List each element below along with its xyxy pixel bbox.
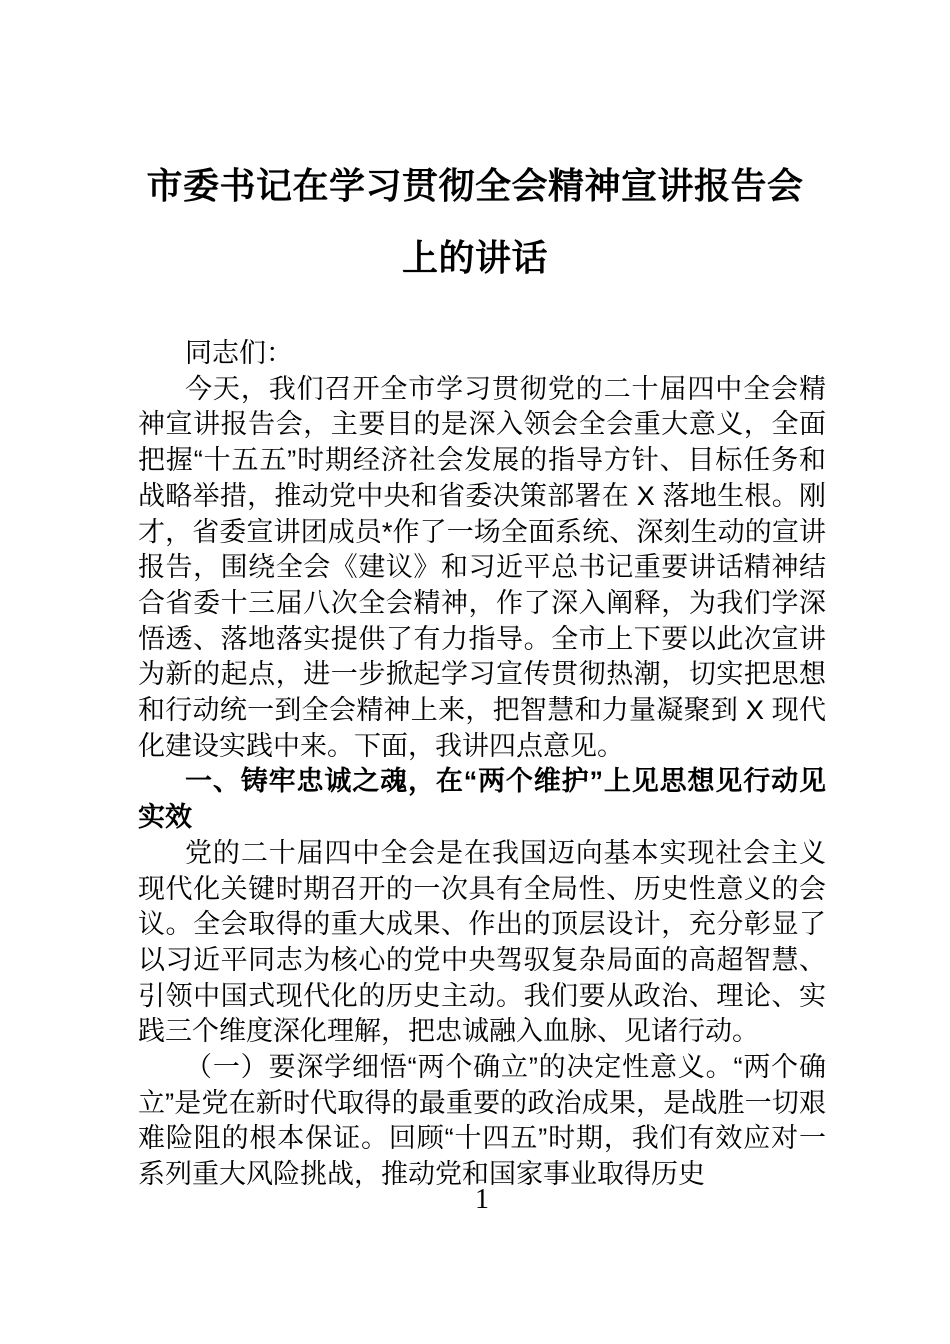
document-title: 市委书记在学习贯彻全会精神宣讲报告会上的讲话 [146,165,804,278]
page-number: 1 [475,1184,489,1215]
document-body [138,336,826,1193]
salutation: 同志们： [185,338,293,368]
paragraph-section-1-intro: 党的二十届四中全会是在我国迈向基本实现社会主义现代化关键时期召开的一次具有全局性、历史性意义的会议。全会取得的重大成果、作出的顶层设计，充分彰显了以习近平同志为核心的党中央驾驭复杂局面的高超智慧、引领中国式现代化的历史主动。我们要从政治、理论、实践三个维度深化理解，把忠诚融入血脉、见诸行动。 [138,837,826,1047]
paragraph-opening: 今天，我们召开全市学习贯彻党的二十届四中全会精神宣讲报告会，主要目的是深入领会全会重大意义，全面把握“十五五”时期经济社会发展的指导方针、目标任务和战略举措，推动党中央和省委决策部署在 X 落地生根。刚才，省委宣讲团成员*作了一场全面系统、深刻生动的宣讲报告，围绕全会《建议》和习近平总书记重要讲话精神结合省委十三届八次全会精神，作了深入阐释，为我们学深悟透、落地落实提供了有力指导。全市上下要以此次宣讲为新的起点，进一步掀起学习宣传贯彻热潮，切实把思想和行动统一到全会精神上来，把智慧和力量凝聚到 X 现代化建设实践中来。下面，我讲四点意见。 [138,373,826,761]
section-heading-1: 一、铸牢忠诚之魂，在“两个维护”上见思想见行动见实效 [138,766,826,833]
paragraph-subsection-1-1: （一）要深学细悟“两个确立”的决定性意义。“两个确立”是党在新时代取得的最重要的政治成果，是战胜一切艰难险阻的根本保证。回顾“十四五”时期，我们有效应对一系列重大风险挑战，推动党和国家事业取得历史 [138,1052,826,1190]
